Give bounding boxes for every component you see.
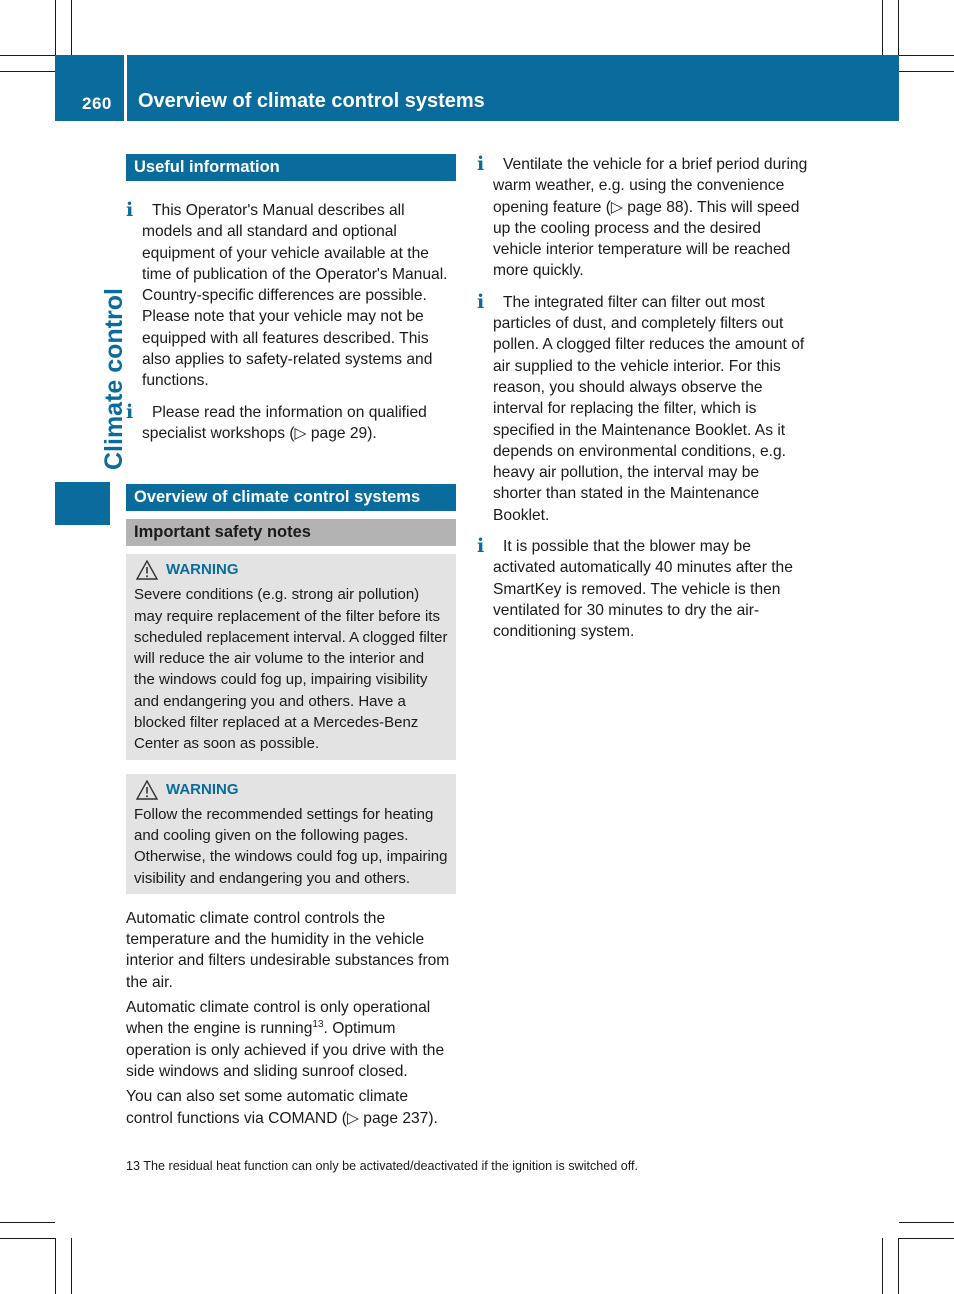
warning-text: Severe conditions (e.g. strong air pollution) may require replacement of the filter before its scheduled replacement interval. A clogged filter will reduce the air volume to the interior and the windows could fog up, impairing visibility and endangering you and others. Have a blocked filter replaced at a Mercedes-Benz Center as soon as possible.	[134, 586, 448, 753]
info-icon: i	[477, 535, 485, 558]
crop-mark	[899, 55, 954, 56]
section-heading-overview: Overview of climate control systems	[126, 484, 456, 511]
crop-mark	[0, 55, 55, 56]
info-note-text	[493, 536, 811, 642]
info-note-body: Please read the information on qualified specialist workshops (▷ page 29).	[142, 403, 427, 442]
warning-title	[134, 561, 448, 579]
crop-mark	[0, 71, 55, 72]
crop-mark	[899, 1238, 954, 1239]
warning-title-text: WARNING	[166, 561, 239, 579]
crop-mark	[55, 1238, 56, 1294]
crop-mark	[71, 0, 72, 55]
footnote	[126, 1158, 638, 1174]
warning-triangle-icon	[136, 560, 158, 580]
info-icon: i	[126, 400, 134, 423]
crop-mark	[0, 1238, 55, 1239]
info-note	[126, 200, 456, 392]
warning-box	[126, 554, 456, 759]
info-note-text	[493, 292, 811, 526]
footnote-reference: 13	[312, 1019, 324, 1031]
warning-title	[134, 781, 448, 799]
info-note-text	[142, 402, 456, 445]
warning-box	[126, 774, 456, 894]
page-number: 260	[82, 94, 112, 113]
info-icon: i	[477, 153, 485, 175]
crop-mark	[899, 1222, 954, 1223]
info-note	[477, 154, 811, 282]
body-text: . Optimum operation is only achieved if you drive with the side windows and sliding sunroof closed.	[126, 1020, 445, 1080]
body-paragraph: You can also set some automatic climate control functions via COMAND (▷ page 237).	[126, 1088, 438, 1127]
info-note	[477, 536, 811, 642]
crop-mark	[882, 0, 883, 55]
warning-text: Follow the recommended settings for heating and cooling given on the following pages. Otherwise, the windows could fog up, impairing visibility and endangering you and others.	[134, 805, 448, 887]
info-note-text	[142, 200, 456, 392]
crop-mark	[898, 1238, 899, 1294]
footnote-text: The residual heat function can only be activated/deactivated if the ignition is switched off.	[143, 1159, 639, 1173]
body-text: Automatic climate control is only operational when the engine is running	[126, 999, 431, 1038]
warning-triangle-icon	[136, 780, 158, 800]
info-note-text	[493, 154, 811, 282]
left-column	[126, 154, 456, 1129]
right-column	[477, 154, 811, 643]
section-heading-useful-information: Useful information	[126, 154, 456, 181]
warning-title-text: WARNING	[166, 780, 239, 798]
crop-mark	[0, 1222, 55, 1223]
info-note	[126, 402, 456, 445]
crop-mark	[898, 0, 899, 55]
side-tab-label: Climate control	[100, 288, 128, 470]
info-note-body: This Operator's Manual describes all models and all standard and optional equipment of your vehicle available at the time of publication of the Operator's Manual. Country-specific differences are possible. Please note that your vehicle may not be equipped with all features described. This also applies to safety-related systems and functions.	[142, 202, 448, 390]
footnote-number: 13	[126, 1159, 141, 1173]
page-title: Overview of climate control systems	[138, 90, 485, 112]
side-tab-marker	[55, 482, 110, 525]
body-paragraph	[126, 997, 456, 1082]
crop-mark	[71, 1238, 72, 1294]
header-divider	[124, 55, 127, 121]
info-note-body: Ventilate the vehicle for a brief period during warm weather, e.g. using the convenience opening feature (▷ page 88). This will speed up the cooling process and the desired vehicle interior temperature will be reached more quickly.	[493, 156, 808, 280]
body-paragraph: Automatic climate control controls the temperature and the humidity in the vehicle interior and filters undesirable substances from the air.	[126, 909, 450, 991]
crop-mark	[55, 0, 56, 55]
info-note-body: The integrated filter can filter out most particles of dust, and completely filters out pollen. A clogged filter reduces the amount of air supplied to the vehicle interior. For this reason, you should always observe the interval for replacing the filter, which is specified in the Maintenance Booklet. As it depends on environmental conditions, e.g. heavy air pollution, the interval may be shorter than stated in the Maintenance Booklet.	[493, 293, 805, 524]
crop-mark	[882, 1238, 883, 1294]
crop-mark	[899, 71, 954, 72]
info-note-body: It is possible that the blower may be activated automatically 40 minutes after the SmartKey is removed. The vehicle is then ventilated for 30 minutes to dry the air-conditioning system.	[493, 538, 793, 641]
subsection-heading-safety: Important safety notes	[126, 519, 456, 546]
info-icon: i	[477, 290, 485, 313]
info-icon: i	[126, 199, 134, 221]
info-note	[477, 292, 811, 526]
